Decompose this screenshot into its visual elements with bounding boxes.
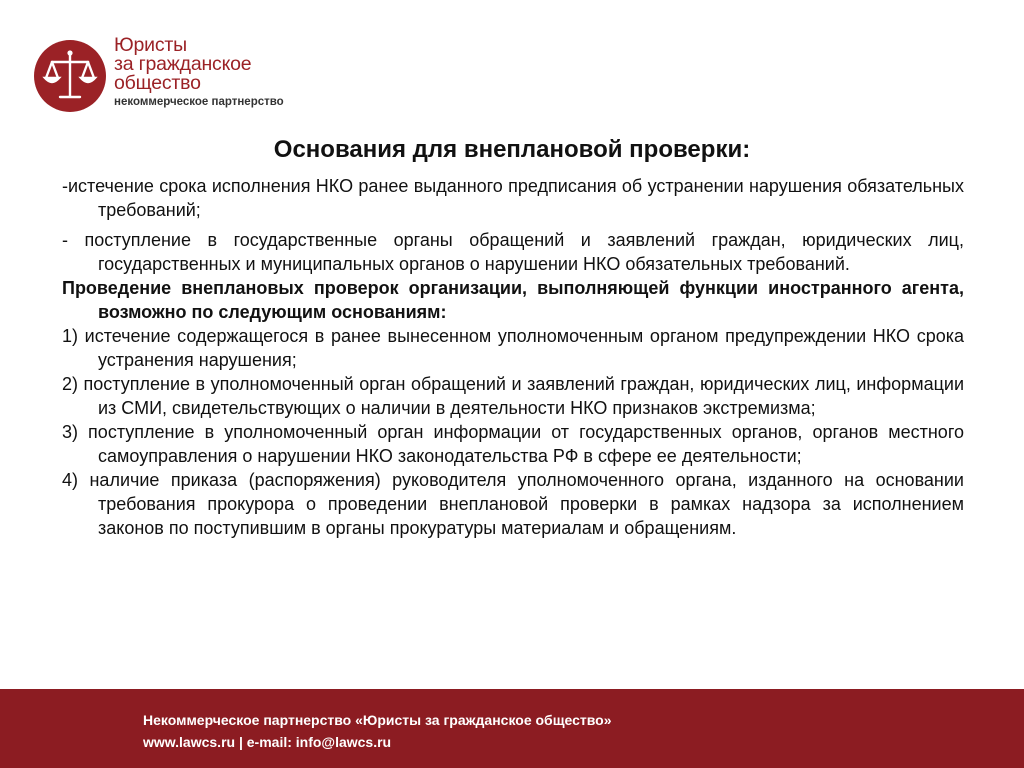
paragraph-2: - поступление в государственные органы обращений и заявлений граждан, юридических лиц, государственных и муниципальных органов о нарушении НКО обязательных требований. [62, 230, 964, 274]
slide-title: Основания для внеплановой проверки: [273, 136, 751, 163]
footer-contacts: www.lawcs.ru | e-mail: info@lawcs.ru [143, 734, 392, 750]
logo-line-2: за гражданское [114, 53, 252, 75]
logo-line-3: общество [114, 72, 201, 94]
list-item-2: 2) поступление в уполномоченный орган обращений и заявлений граждан, юридических лиц, информации из СМИ, свидетельствующих о наличии в деятельности НКО признаков экстремизма; [62, 374, 964, 418]
paragraph-1: -истечение срока исполнения НКО ранее выданного предписания об устранении нарушения обязательных требований; [62, 176, 964, 220]
slide-body [62, 174, 964, 540]
logo [34, 36, 314, 116]
footer-organization: Некоммерческое партнерство «Юристы за гражданское общество» [143, 712, 612, 728]
scales-of-justice-icon [34, 40, 106, 112]
list-item-1: 1) истечение содержащегося в ранее вынесенном уполномоченным органом предупреждении НКО срока устранения нарушения; [62, 326, 964, 370]
list-item-4: 4) наличие приказа (распоряжения) руководителя уполномоченного органа, изданного на основании требования прокурора о проведении внеплановой проверки в рамках надзора за исполнением законов по поступившим в органы прокуратуры материалам и обращениям. [62, 470, 964, 538]
logo-line-1: Юристы [114, 34, 187, 56]
footer-bar [0, 689, 1024, 768]
logo-emblem [34, 40, 106, 112]
logo-text [114, 36, 284, 109]
paragraph-foreign-agent-heading: Проведение внеплановых проверок организации, выполняющей функции иностранного агента, возможно по следующим основаниям: [62, 278, 964, 322]
logo-subtitle: некоммерческое партнерство [114, 96, 284, 108]
list-item-3: 3) поступление в уполномоченный орган информации от государственных органов, органов местного самоуправления о нарушении НКО законодательства РФ в сфере ее деятельности; [62, 422, 964, 466]
